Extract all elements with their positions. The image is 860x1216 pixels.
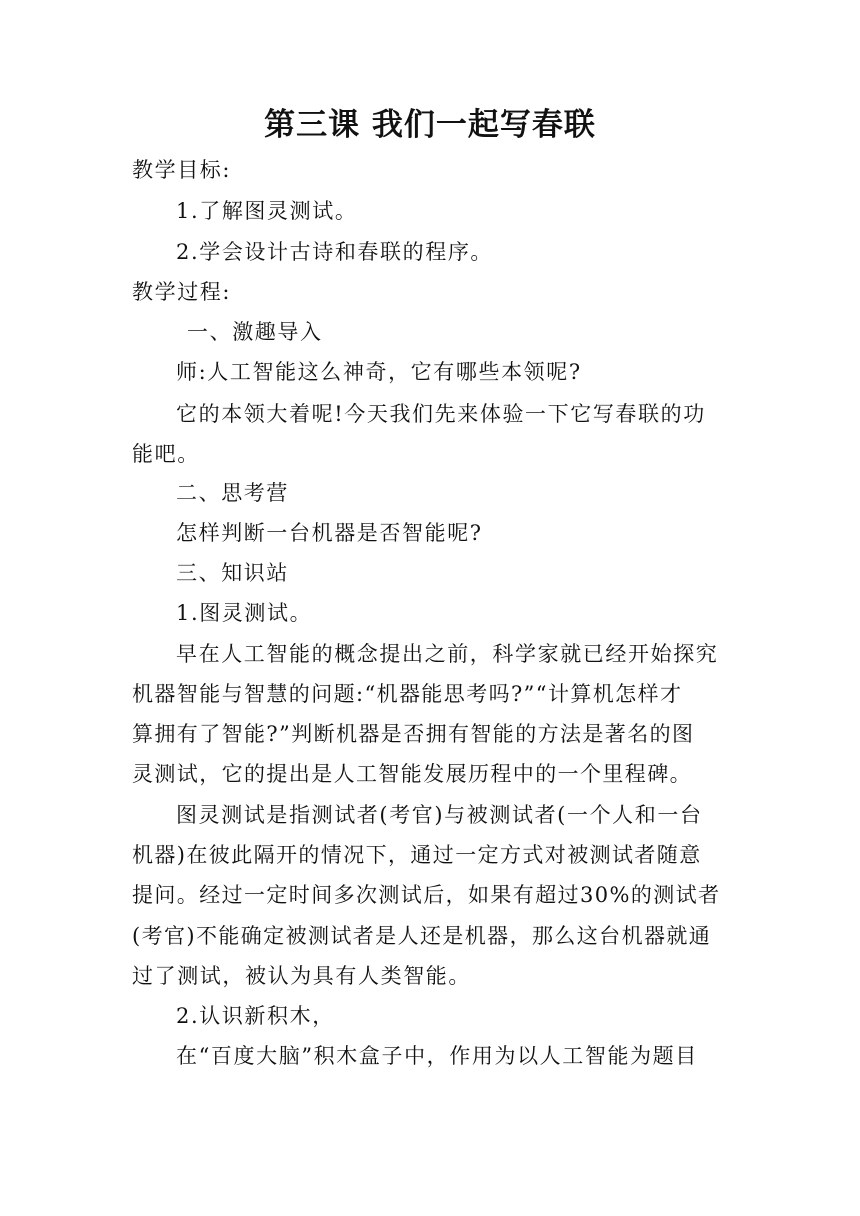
subheading-intro: 一、激趣导入 xyxy=(187,320,323,344)
paragraph-line: 在“百度大脑”积木盒子中，作用为以人工智能为题目 xyxy=(176,1044,698,1068)
paragraph-line: 师:人工智能这么神奇，它有哪些本领呢? xyxy=(176,360,582,384)
paragraph-line: 怎样判断一台机器是否智能呢? xyxy=(176,521,483,545)
paragraph-line: 它的本领大着呢!今天我们先来体验一下它写春联的功 xyxy=(176,402,706,426)
paragraph-line: 灵测试，它的提出是人工智能发展历程中的一个里程碑。 xyxy=(132,762,692,786)
section-heading-process: 教学过程: xyxy=(132,280,232,304)
subheading-knowledge: 三、知识站 xyxy=(176,561,289,585)
section-heading-objectives: 教学目标: xyxy=(132,158,232,182)
objective-item-1: 1.了解图灵测试。 xyxy=(176,199,358,223)
paragraph-line: 过了测试，被认为具有人类智能。 xyxy=(132,964,471,988)
paragraph-line: 早在人工智能的概念提出之前，科学家就已经开始探究 xyxy=(176,642,719,666)
paragraph-line: 算拥有了智能?”判断机器是否拥有智能的方法是著名的图 xyxy=(132,722,695,746)
knowledge-item-1: 1.图灵测试。 xyxy=(176,601,313,625)
objective-item-2: 2.学会设计古诗和春联的程序。 xyxy=(176,240,494,264)
paragraph-line: 机器智能与智慧的问题:“机器能思考吗?”“计算机怎样才 xyxy=(132,682,683,706)
subheading-thinking: 二、思考营 xyxy=(176,481,289,505)
paragraph-line: 机器)在彼此隔开的情况下，通过一定方式对被测试者随意 xyxy=(132,843,702,867)
paragraph-line: (考官)不能确定被测试者是人还是机器，那么这台机器就通 xyxy=(132,924,712,948)
knowledge-item-2: 2.认识新积木， xyxy=(176,1004,335,1028)
paragraph-line: 图灵测试是指测试者(考官)与被测试者(一个人和一台 xyxy=(176,803,703,827)
paragraph-line: 提问。经过一定时间多次测试后，如果有超过30%的测试者 xyxy=(132,883,721,907)
page-title: 第三课 我们一起写春联 xyxy=(264,107,596,143)
paragraph-line: 能吧。 xyxy=(132,442,200,466)
